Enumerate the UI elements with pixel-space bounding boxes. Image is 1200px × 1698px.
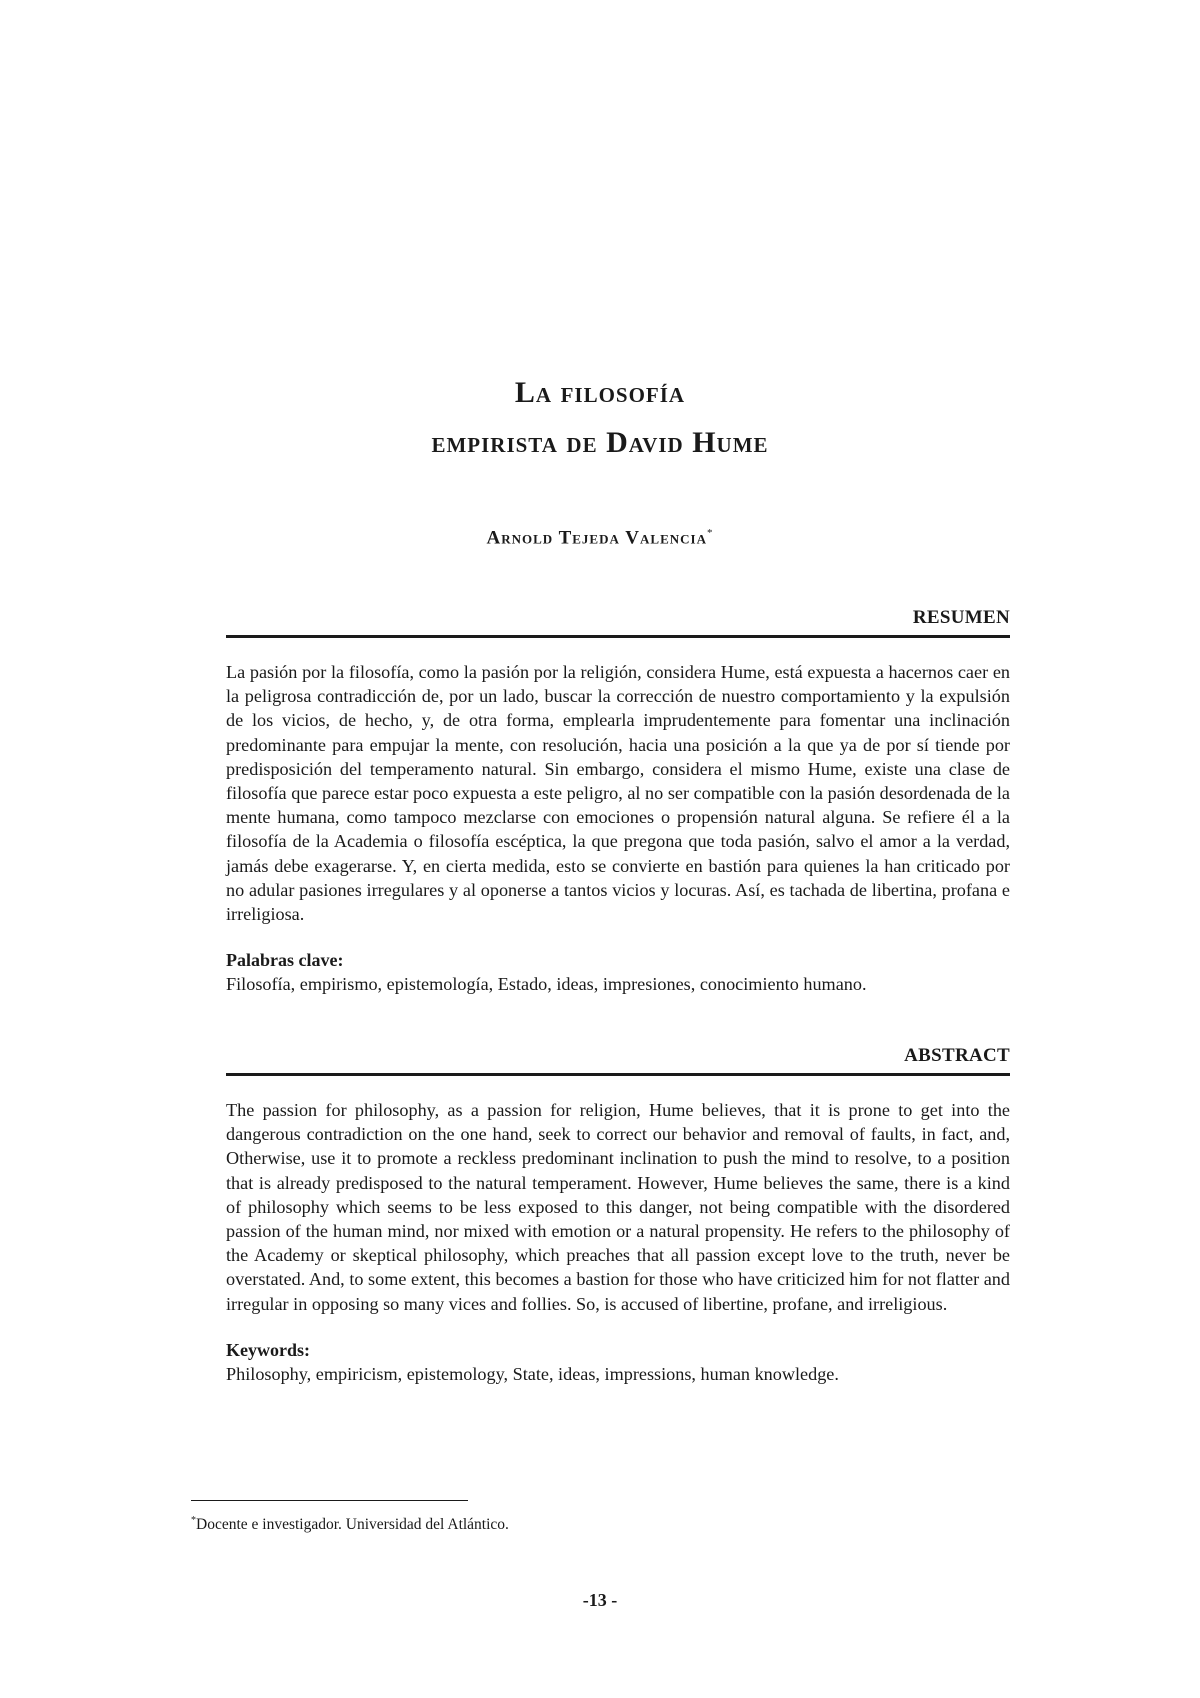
footnote bbox=[191, 1511, 509, 1535]
article-title bbox=[0, 368, 1200, 467]
resumen-keywords-label: Palabras clave: bbox=[226, 950, 344, 971]
resumen-heading: RESUMEN bbox=[226, 607, 1010, 638]
footnote-divider bbox=[191, 1500, 468, 1501]
abstract-keywords-label: Keywords: bbox=[226, 1339, 310, 1360]
title-line-1: La filosofía bbox=[514, 376, 686, 409]
author-footnote-mark: * bbox=[706, 527, 714, 539]
resumen-keywords: Filosofía, empirismo, epistemología, Estado, ideas, impresiones, conocimiento humano. bbox=[226, 974, 867, 995]
footnote-text: Docente e investigador. Universidad del Atlántico. bbox=[196, 1516, 509, 1534]
title-line-2: empirista de David Hume bbox=[431, 425, 769, 459]
abstract-keywords: Philosophy, empiricism, epistemology, State, ideas, impressions, human knowledge. bbox=[226, 1363, 839, 1384]
author-name-text: Arnold Tejeda Valencia bbox=[486, 527, 707, 549]
author-name bbox=[0, 527, 1200, 549]
resumen-body: La pasión por la filosofía, como la pasión por la religión, considera Hume, está expuesta a hacernos caer en la peligrosa contradicción de, por un lado, buscar la corrección de nuestro comportamiento y la expulsión de los vicios, de hecho, y, de otra forma, emplearla imprudentemente para fomentar una inclinación predominante para empujar la mente, con resolución, hacia una posición a la que ya de por sí tiende por predisposición del temperamento natural. Sin embargo, considera el mismo Hume, existe una clase de filosofía que parece estar poco expuesta a este peligro, al no ser compatible con la pasión desordenada de la mente humana, como tampoco mezclarse con emociones o propensión natural alguna. Se refiere él a la filosofía de la Academia o filosofía escéptica, la que pregona que toda pasión, salvo el amor a la verdad, jamás debe exagerarse. Y, en cierta medida, esto se convierte en bastión para quienes la han criticado por no adular pasiones irregulares y al oponerse a tantos vicios y locuras. Así, es tachada de libertina, profana e irreligiosa. bbox=[226, 662, 1010, 925]
abstract-body: The passion for philosophy, as a passion for religion, Hume believes, that it is prone to get into the dangerous contradiction on the one hand, seek to correct our behavior and removal of faults, in fact, and, Otherwise, use it to promote a reckless predominant inclination to push the mind to resolve, to a position that is already predisposed to the natural temperament. However, Hume believes the same, there is a kind of philosophy which seems to be less exposed to this danger, not being compatible with the disordered passion of the human mind, nor mixed with emotion or a natural propensity. He refers to the philosophy of the Academy or skeptical philosophy, which preaches that all passion except love to the truth, never be overstated. And, to some extent, this becomes a bastion for those who have criticized him for not flatter and irregular in opposing so many vices and follies. So, is accused of libertine, profane, and irreligious. bbox=[226, 1100, 1010, 1314]
footnote-mark: * bbox=[191, 1515, 196, 1526]
abstract-heading: ABSTRACT bbox=[226, 1045, 1010, 1076]
resumen-section bbox=[226, 607, 1010, 996]
page-number: -13 - bbox=[582, 1590, 618, 1610]
abstract-section bbox=[226, 1045, 1010, 1386]
